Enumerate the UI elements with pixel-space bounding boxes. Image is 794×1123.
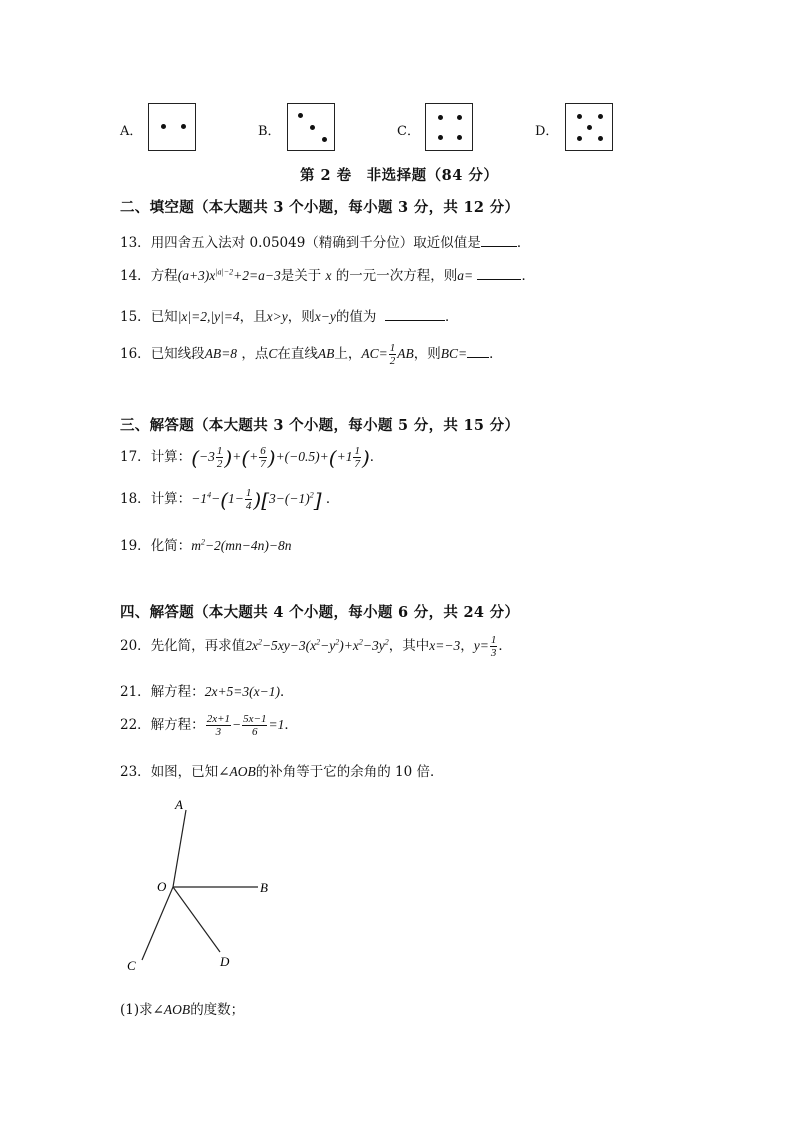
angle-figure (115, 790, 285, 980)
label-a: A (175, 797, 183, 812)
question-19: 19．化简：$m^2-2(mn-4n)-8n$ (120, 537, 292, 554)
option-d-label: D． (535, 124, 559, 139)
option-c-label: C． (397, 124, 420, 139)
sub-question-1: (1)求∠AOB的度数； (120, 1002, 245, 1018)
question-18: 18．计算：$-1^4-(1-$ $\frac{1}{4}$ )$[3-(-1)^2]$ ． (120, 487, 340, 513)
question-13: 13．用四舍五入法对 0.05049（精确到千分位）取近似值是 ． (120, 235, 531, 251)
option-b-label: B． (258, 124, 281, 139)
label-c: C (127, 958, 136, 973)
ray-oc (142, 887, 173, 960)
question-15: 15．已知|x|=2,|y|=4，且x>y，则x−y的值为 ． (120, 309, 459, 325)
question-17: 17．计算：(−3 $\frac{1}{2}$ )+(+ $\frac{6}{7}$ )+(−0.5)+(+1 $\frac{1}{7}$ )． (120, 445, 384, 471)
option-d-dice (565, 103, 613, 151)
section3-title: 三、解答题（本大题共 3 个小题，每小题 5 分，共 15 分） (120, 417, 520, 434)
question-21: 21．解方程：2x+5=3(x−1)． (120, 684, 294, 700)
label-d: D (220, 954, 230, 969)
option-a-label: A． (120, 124, 143, 139)
question-22: 22．解方程： $\frac{2x+1}{3}$ − $\frac{5x-1}{6}$ =1． (120, 713, 298, 739)
part2-title: 第 2 卷 非选择题（84 分） (300, 167, 499, 184)
ray-oa (173, 810, 186, 887)
section2-title: 二、填空题（本大题共 3 个小题，每小题 3 分，共 12 分） (120, 199, 520, 216)
question-16: 16．已知线段AB=8 ，点C在直线AB上，AC= $\frac{1}{2}$ AB，则BC= ． (120, 342, 503, 368)
option-a-dice (148, 103, 196, 151)
label-o: O (157, 879, 167, 894)
question-23: 23．如图，已知∠AOB的补角等于它的余角的 10 倍． (120, 764, 444, 780)
label-b: B (260, 880, 268, 895)
option-b-dice (287, 103, 335, 151)
question-14: 14．方程$(a+3)x^{|a|-2}+2=a-3$是关于 x 的一元一次方程，则a= ． (120, 267, 535, 284)
question-20: 20．先化简，再求值$2x^2-5xy-3(x^2-y^2)+x^2-3y^2$，其中x=−3，y= $\frac{1}{3}$ ． (120, 634, 512, 660)
ray-od (173, 887, 220, 952)
option-c-dice (425, 103, 473, 151)
section4-title: 四、解答题（本大题共 4 个小题，每小题 6 分，共 24 分） (120, 604, 520, 621)
